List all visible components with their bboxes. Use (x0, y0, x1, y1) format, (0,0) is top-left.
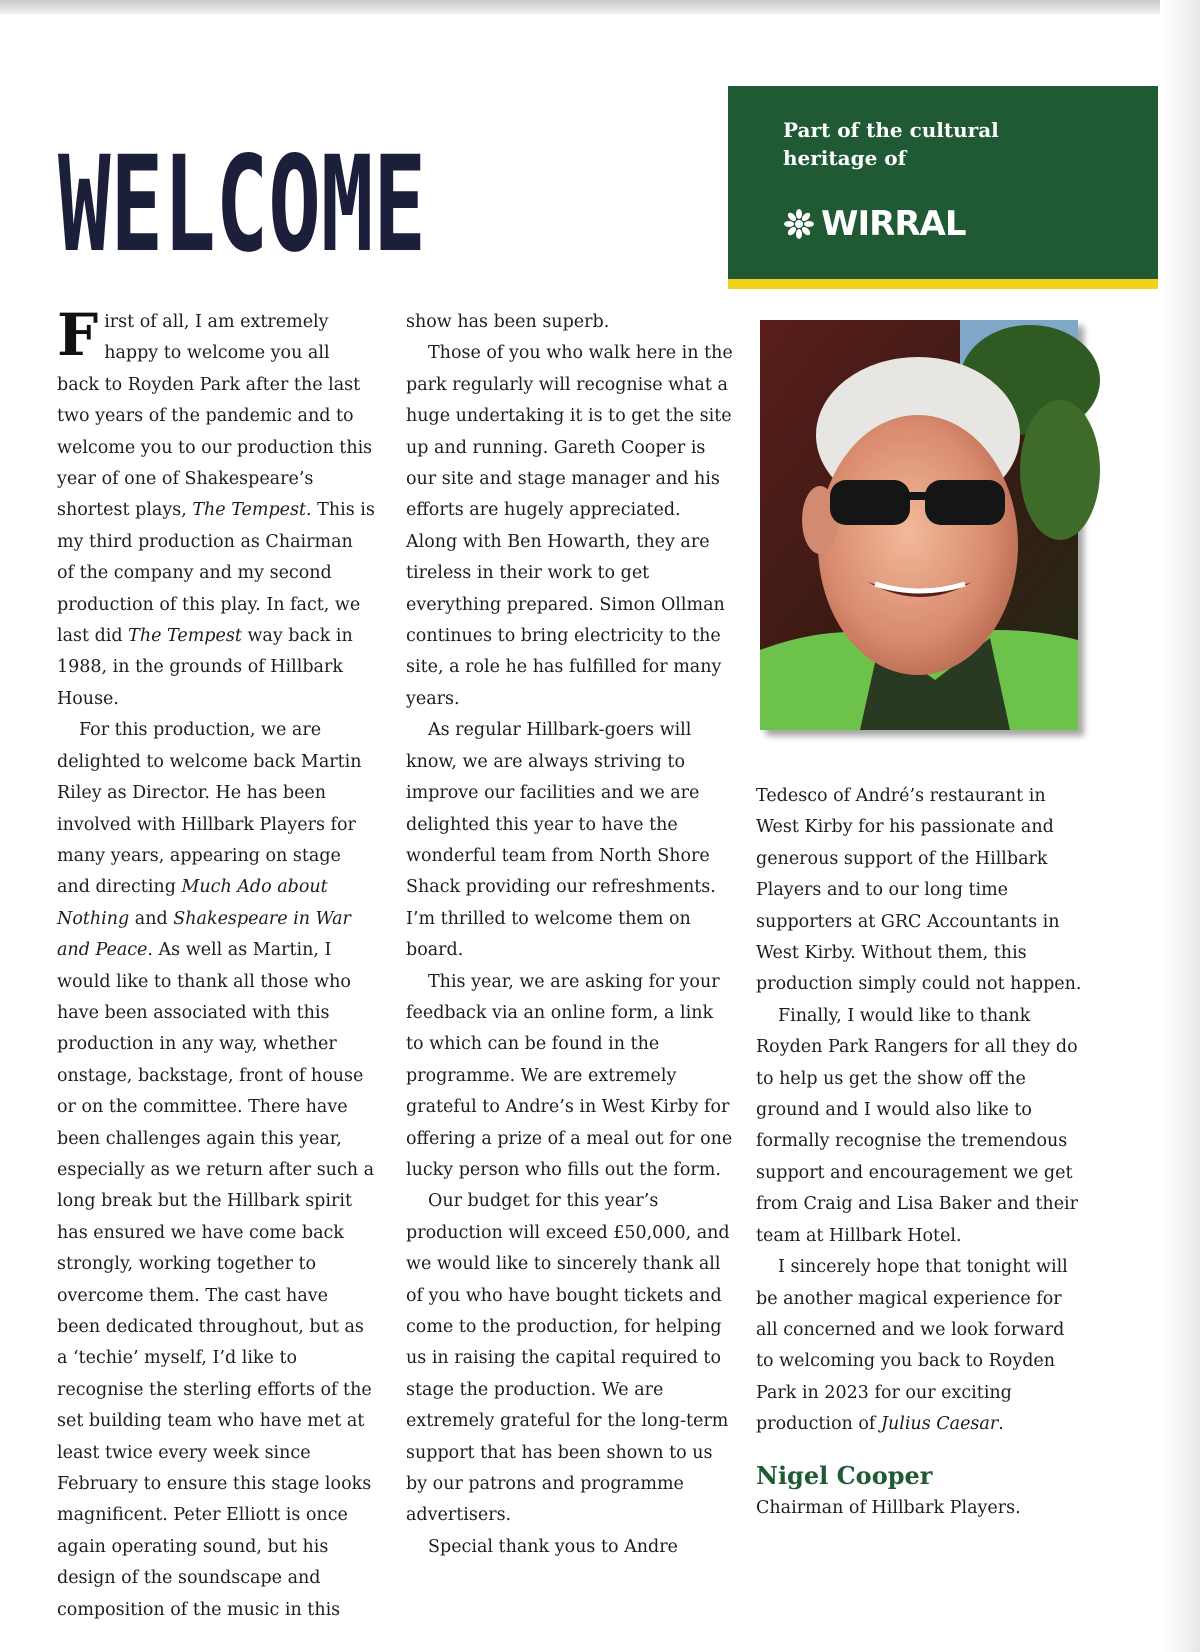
signature-name: Nigel Cooper (756, 1460, 933, 1490)
banner-text: Part of the cultural heritage of (783, 118, 999, 170)
heritage-banner (728, 86, 1158, 279)
wirral-flower-icon (783, 208, 815, 240)
wirral-logo-text: WIRRAL (821, 204, 966, 244)
page-right-edge (1160, 0, 1200, 1652)
portrait-photo (760, 320, 1078, 730)
banner-yellow-rule (728, 279, 1158, 289)
text-column-3 (756, 781, 1086, 1523)
signature-role: Chairman of Hillbark Players. (756, 1497, 1021, 1518)
paragraph: First of all, I am extremely happy to welcome you all back to Royden Park after the last two years of the pandemic and to welcome you to our production this year of one of Shakespeare’s shortest plays, The Tempest. This is my third production as Chairman of the company and my second production of this play. In fact, we last did The Tempest way back in 1988, in the grounds of Hillbark House. (57, 301, 375, 709)
paragraph: Special thank yous to Andre (428, 1536, 678, 1557)
wirral-logo (783, 204, 966, 244)
paragraph: For this production, we are delighted to welcome back Martin Riley as Director. He has been involved with Hillbark Players for many years, appearing on stage and directing Much Ado about Nothing and Shakespeare in War and Peace. As well as Martin, I would like to thank all those who have been associated with this production in any way, whether onstage, backstage, front of house or on the committee. There have been challenges again this year, especially as we return after such a long break but the Hillbark spirit has ensured we have come back strongly, working together to overcome them. The cast have been dedicated throughout, but as a ‘techie’ myself, I’d like to recognise the sterling efforts of the set building team who have met at least twice every week since February to ensure this stage looks magnificent. Peter Elliott is once again operating sound, but his design of the soundscape and composition of the music in this (57, 720, 375, 1620)
page-title (58, 128, 428, 282)
page-title-text: WELCOME (58, 128, 426, 282)
page-top-shadow (0, 0, 1200, 14)
paragraph: show has been superb. (406, 312, 610, 332)
text-column-1 (57, 301, 375, 1626)
paragraph: Those of you who walk here in the park regularly will recognise what a huge undertaking it is to get the site up and running. Gareth Cooper is our site and stage manager and his efforts are hugely appreciated. Along with Ben Howarth, they are tireless in their work to get everything prepared. Simon Ollman continues to bring electricity to the site, a role he has fulfilled for many years. (406, 343, 733, 709)
paragraph: This year, we are asking for your feedback via an online form, a link to which can be found in the programme. We are extremely grateful to Andre’s in West Kirby for offering a prize of a meal out for one lucky person who fills out the form. (406, 971, 733, 1180)
paragraph: Tedesco of André’s restaurant in West Kirby for his passionate and generous support of the Hillbark Players and to our long time supporters at GRC Accountants in West Kirby. Without them, this production simply could not happen. (756, 786, 1082, 995)
paragraph: Finally, I would like to thank Royden Park Rangers for all they do to help us get the show off the ground and I would also like to formally recognise the tremendous support and encouragement we get from Craig and Lisa Baker and their team at Hillbark Hotel. (756, 1005, 1079, 1246)
text-column-2 (406, 307, 736, 1563)
drop-cap: F (57, 301, 99, 369)
paragraph: Our budget for this year’s production will exceed £50,000, and we would like to sincerely thank all of you who have bought tickets and come to the production, for helping us in raising the capital required to stage the production. We are extremely grateful for the long-term support that has been shown to us by our patrons and programme advertisers. (406, 1191, 730, 1526)
paragraph: As regular Hillbark-goers will know, we are always striving to improve our facilities and we are delighted this year to have the wonderful team from North Shore Shack providing our refreshments. I’m thrilled to welcome them on board. (406, 720, 716, 961)
paragraph: I sincerely hope that tonight will be another magical experience for all concerned and we look forward to welcoming you back to Royden Park in 2023 for our exciting production of Julius Caesar. (756, 1257, 1068, 1435)
